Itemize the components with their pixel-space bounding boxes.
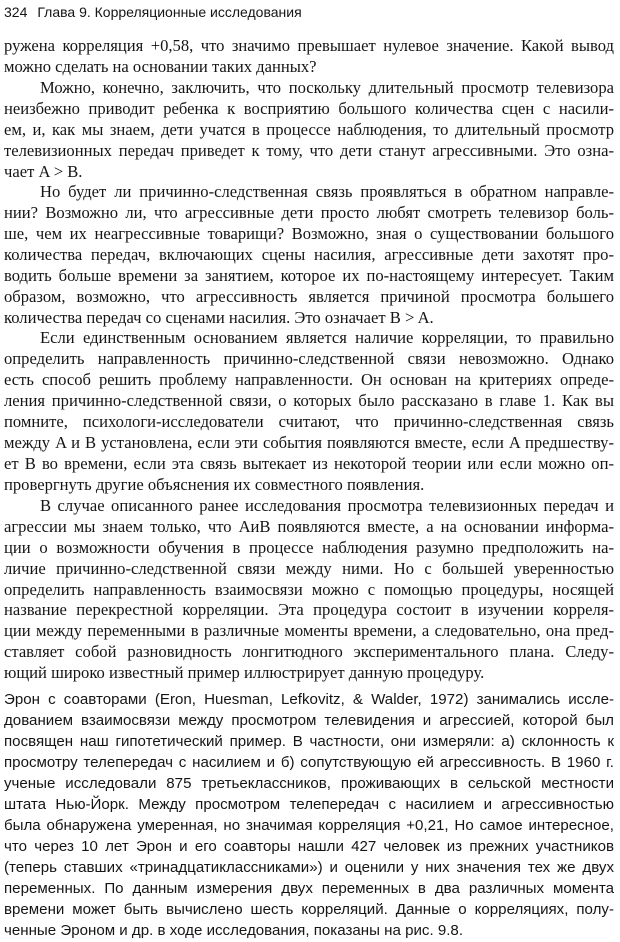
example-text-line: времени может быть вычислено шесть корреляций. Данные о корреляциях, полу- (4, 901, 614, 918)
text-line: образом, возможно, что агрессивность является причиной просмотра большего (4, 287, 614, 306)
text-line: нии? Возможно ли, что агрессивные дети просто любят смотреть телевизор боль- (4, 203, 614, 222)
text-line: название перекрестной корреляции. Эта процедура состоит в изучении корреля- (4, 600, 614, 619)
running-header (4, 1, 614, 23)
text-line: количества передач со сценами насилия. Это означает B > A. (4, 308, 434, 327)
text-line: ше, чем их неагрессивные товарищи? Возможно, зная о существовании большого (4, 224, 614, 243)
text-line: телевизионных передач приведет к тому, что дети станут агрессивными. Это озна- (4, 141, 614, 160)
example-text-line: ченные Эроном и др. в ходе исследования, показаны на рис. 9.8. (4, 922, 464, 939)
text-line: ции о возможности обучения в процессе наблюдения разумно предположить на- (4, 538, 614, 557)
example-text-line: Эрон с соавторами (Eron, Huesman, Lefkovitz, & Walder, 1972) занимались иссле- (4, 691, 614, 708)
text-line: неизбежно приводит ребенка к восприятию большого количества сцен с насили- (4, 99, 614, 118)
page-number: 324 (4, 4, 28, 20)
example-text-line: (теперь ставших «тринадцатиклассниками») и оценили у них значения тех же двух (4, 859, 614, 876)
text-line: ции между переменными в различные моменты времени, а следовательно, она пред- (4, 621, 614, 640)
text-line: помните, психологи-исследователи считают, что причинно-следственная связь (4, 412, 614, 431)
text-line: определить направленность взаимосвязи можно с помощью процедуры, носящей (4, 580, 614, 599)
text-line: личие причинно-следственной связи между ними. Но с большей уверенностью (4, 559, 614, 578)
text-line: количества передач, включающих сцены насилия, агрессивные дети захотят про- (4, 245, 614, 264)
text-line: водить больше времени за занятием, которое их по-настоящему интересует. Таким (4, 266, 614, 285)
text-line: чает A > B. (4, 162, 83, 181)
text-line: между A и B установлена, если эти события появляются вместе, если A предшеству- (4, 433, 614, 452)
text-line: Можно, конечно, заключить, что поскольку длительный просмотр телевизора (40, 78, 614, 97)
text-line: В случае описанного ранее исследования просмотра телевизионных передач и (40, 496, 614, 515)
text-line: есть способ решить проблему направленности. Он основан на критериях опреде- (4, 370, 614, 389)
text-line: ем, и, как мы знаем, дети учатся в процессе наблюдения, то длительный просмотр (4, 120, 614, 139)
example-text-line: штата Нью-Йорк. Между просмотром телепередач с насилием и агрессивностью (4, 796, 614, 813)
example-text-line: дованием взаимосвязи между просмотром телевидения и агрессией, которой был (4, 712, 614, 729)
text-line: ружена корреляция +0,58, что значимо превышает нулевое значение. Какой вывод (4, 36, 614, 55)
example-text-line: была обнаружена умеренная, но значимая корреляция +0,21, Но самое интересное, (4, 817, 614, 834)
text-line: ставляет собой разновидность лонгитюдного экспериментального плана. Следу- (4, 642, 614, 661)
example-text-line: посвящен наш гипотетический пример. В частности, они измеряли: а) склонность к (4, 733, 614, 750)
text-line: провергнуть другие объяснения их совместного появления. (4, 475, 425, 494)
text-line: ет B во времени, если эта связь вытекает из некоторой теории или если можно оп- (4, 454, 614, 473)
text-line: ления причинно-следственной связи, о которых было рассказано в главе 1. Как вы (4, 391, 614, 410)
example-text-line: просмотру телепередач с насилием и б) сопутствующую ей агрессивность. В 1960 г. (4, 754, 614, 771)
text-line: определить направленность причинно-следственной связи невозможно. Однако (4, 349, 614, 368)
example-text-line: ученые исследовали 875 третьеклассников, проживающих в сельской местности (4, 775, 614, 792)
text-line: ющий широко известный пример иллюстрирует данную процедуру. (4, 663, 485, 682)
text-line: можно сделать на основании таких данных? (4, 57, 317, 76)
text-line: агрессии мы знаем только, что AиB появляются вместе, а на основании информа- (4, 517, 614, 536)
text-line: Но будет ли причинно-следственная связь проявляться в обратном направле- (40, 182, 614, 201)
example-text-line: что через 10 лет Эрон и его соавторы нашли 427 человек из прежних участников (4, 838, 614, 855)
chapter-title: Глава 9. Корреляционные исследования (37, 4, 302, 20)
example-text-line: переменных. По данным измерения двух переменных в два различных момента (4, 880, 614, 897)
text-line: Если единственным основанием является наличие корреляции, то правильно (40, 328, 614, 347)
